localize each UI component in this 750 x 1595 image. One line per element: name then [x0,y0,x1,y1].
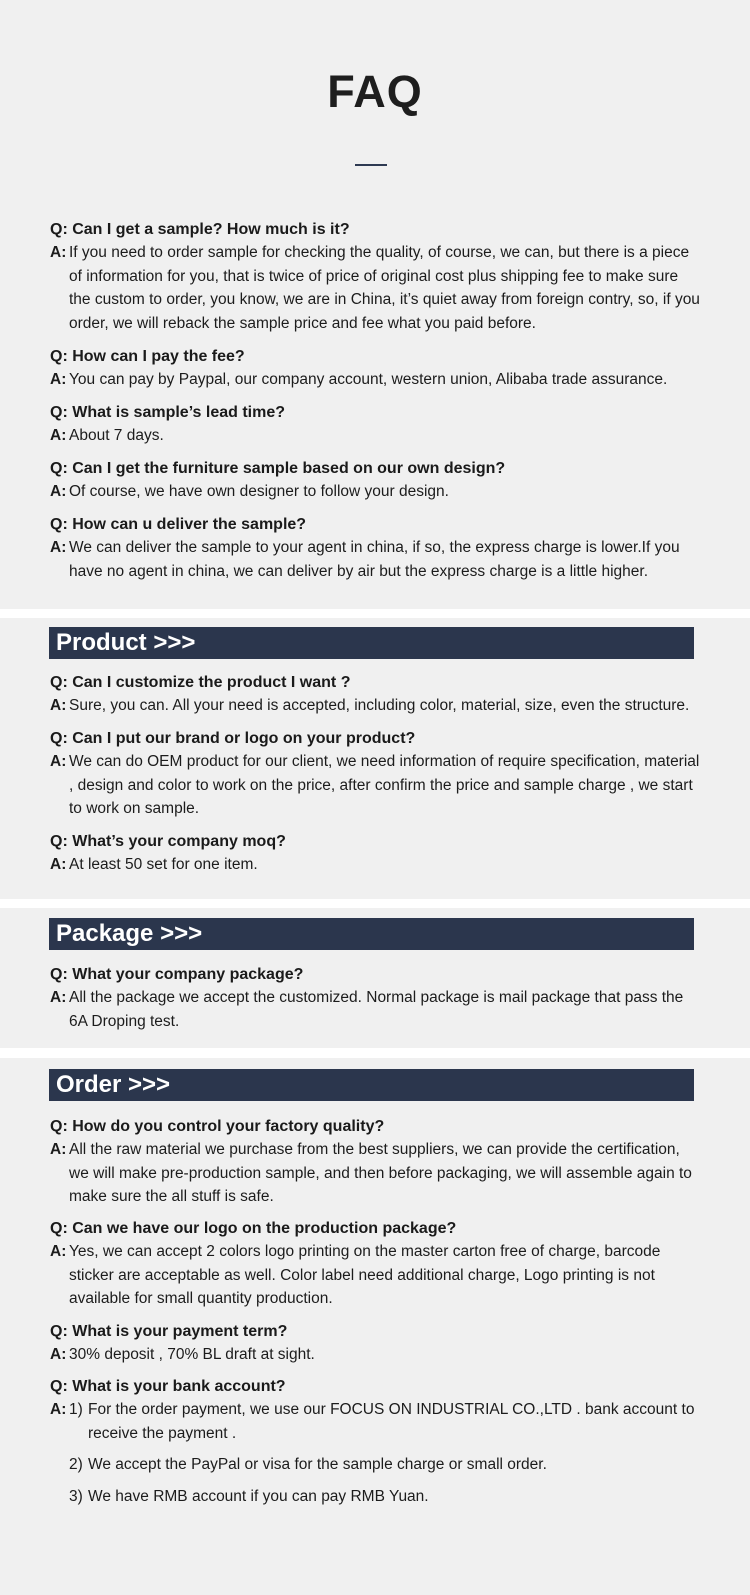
answer-list [69,1398,700,1508]
list-text: We accept the PayPal or visa for the sample charge or small order. [88,1456,547,1473]
answer-text: We can deliver the sample to your agent in china, if so, the express charge is lower.If you have no agent in china, we can deliver by air but the express charge is a little higher. [69,539,680,580]
list-item [69,1485,700,1509]
question: Q: How do you control your factory quality? [50,1118,385,1135]
answer-label: A: [50,753,67,770]
section-heading-order: Order >>> [49,1069,694,1101]
answer-label: A: [50,697,67,714]
qa-item [50,345,700,392]
question: Q: What is your payment term? [50,1323,288,1340]
list-number: 3) [69,1487,83,1505]
answer [50,241,700,335]
question: Q: What is your bank account? [50,1378,286,1395]
answer-label: A: [50,1243,67,1260]
answer-text: You can pay by Paypal, our company account, western union, Alibaba trade assurance. [69,371,668,388]
answer [50,480,700,504]
answer [50,1240,700,1311]
answer [50,536,700,583]
package-panel [0,908,750,1048]
answer [50,1138,700,1209]
answer-text: Yes, we can accept 2 colors logo printing on the master carton free of charge, barcode sticker are acceptable as well. Color label need additional charge, Logo printing is not available for small quantity production. [69,1243,661,1307]
answer-label: A: [50,1346,67,1363]
answer-label: A: [50,244,67,261]
answer-text: Of course, we have own designer to follow your design. [69,483,449,500]
question: Q: What your company package? [50,966,304,983]
answer [50,424,700,448]
title-divider [355,164,387,166]
answer-label: A: [50,1141,67,1158]
list-item [69,1453,700,1477]
faq-title: FAQ [327,66,423,117]
question: Q: How can I pay the fee? [50,348,245,365]
question: Q: How can u deliver the sample? [50,516,307,533]
qa-item [50,401,700,448]
answer-label: A: [50,989,67,1006]
answer [50,368,700,392]
qa-item [50,1217,700,1311]
qa-item [50,671,700,718]
faq-panel [0,0,750,609]
question: Q: Can I customize the product I want ? [50,674,351,691]
question: Q: What’s your company moq? [50,833,286,850]
section-heading-product: Product >>> [49,627,694,659]
answer-text: If you need to order sample for checking the quality, of course, we can, but there is a piece of information for you, that is twice of price of original cost plus shipping fee to make sure the custom to order, you know, we are in China, it’s quiet away from foreign contry, so, if you order, we will reback the sample price and fee what you paid before. [69,244,700,332]
order-panel [0,1058,750,1595]
question: Q: Can I put our brand or logo on your product? [50,730,416,747]
qa-item [50,830,700,877]
list-number: 1) [69,1401,83,1418]
answer [50,750,700,821]
list-text: We have RMB account if you can pay RMB Yuan. [88,1487,429,1505]
answer-text: All the raw material we purchase from the best suppliers, we can provide the certification, we will make pre-production sample, and then before packaging, we will assemble again to make sure the all stuff is safe. [69,1141,692,1205]
qa-item [50,513,700,583]
qa-item [50,218,700,335]
answer [50,1398,700,1508]
list-number: 2) [69,1456,83,1473]
list-item [69,1398,700,1445]
answer-label: A: [50,1401,67,1418]
answer-label: A: [50,371,67,388]
answer-text: All the package we accept the customized. Normal package is mail package that pass the 6A Droping test. [69,989,684,1030]
qa-item [50,1375,700,1516]
answer-label: A: [50,856,67,873]
question: Q: Can I get a sample? How much is it? [50,221,350,238]
answer [50,986,700,1033]
qa-item [50,1115,700,1209]
product-panel [0,618,750,899]
question: Q: Can I get the furniture sample based on our own design? [50,460,506,477]
qa-item [50,457,700,504]
answer-text: About 7 days. [69,427,164,444]
answer-text: 30% deposit , 70% BL draft at sight. [69,1346,315,1363]
answer [50,853,700,877]
answer-label: A: [50,427,67,444]
answer-label: A: [50,483,67,500]
answer-text: Sure, you can. All your need is accepted, including color, material, size, even the structure. [69,697,690,714]
list-text: For the order payment, we use our FOCUS ON INDUSTRIAL CO.,LTD . bank account to receive the payment . [88,1401,695,1442]
qa-item [50,727,700,821]
qa-item [50,1320,700,1367]
section-heading-package: Package >>> [49,918,694,950]
answer [50,694,700,718]
answer-text: We can do OEM product for our client, we need information of require specification, material , design and color to work on the price, after confirm the price and sample charge , we start to work on sample. [69,753,700,817]
question: Q: What is sample’s lead time? [50,404,286,421]
qa-item [50,963,700,1033]
question: Q: Can we have our logo on the production package? [50,1220,457,1237]
answer-text: At least 50 set for one item. [69,856,258,873]
answer-label: A: [50,539,67,556]
answer [50,1343,700,1367]
